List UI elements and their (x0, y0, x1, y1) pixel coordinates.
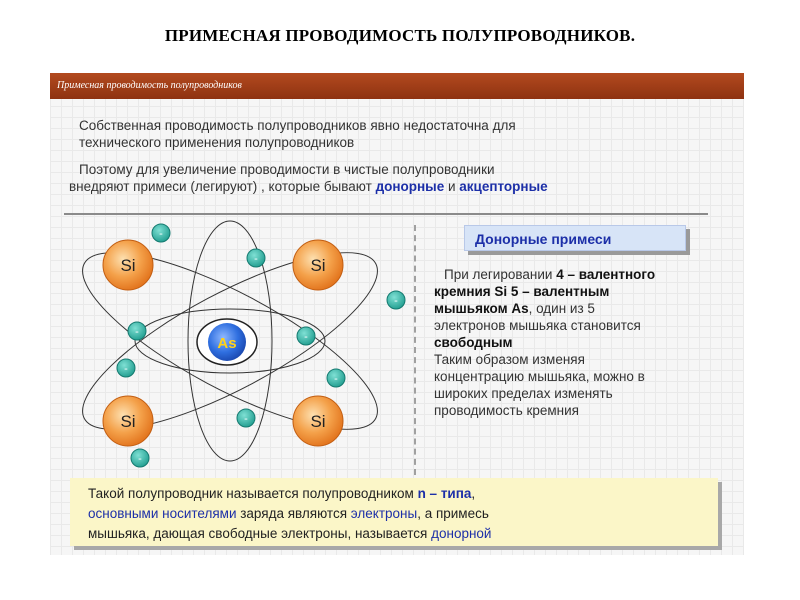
explain-line (434, 283, 714, 300)
slide-header: Примесная проводимость полупроводников (50, 73, 744, 99)
and-word: и (444, 179, 460, 194)
svg-text:-: - (138, 453, 142, 465)
as-atom (197, 319, 257, 365)
main-carriers-term: основными носителями (88, 506, 237, 521)
explain-line (434, 300, 714, 317)
explain-line: электронов мышьяка становится (434, 318, 641, 333)
explain-line (434, 334, 714, 351)
n-type-term: n – типа (417, 486, 472, 501)
electron (128, 322, 146, 340)
explain-line: Таким образом изменяя (434, 352, 585, 367)
svg-text:-: - (244, 413, 248, 425)
electron (297, 327, 315, 345)
summary-text: мышьяка, дающая свободные электроны, называется (88, 526, 432, 541)
si-atom (293, 240, 343, 290)
electron (247, 249, 265, 267)
svg-text:-: - (254, 253, 258, 265)
intro-line-1: Собственная проводимость полупроводников явно недостаточна для (79, 118, 516, 133)
donor-word: донорные (375, 179, 445, 194)
explain-bold: мышьяком As (434, 301, 529, 316)
explain-text: При легировании (444, 267, 557, 282)
si-atom (293, 396, 343, 446)
slide (50, 73, 744, 555)
electron (237, 409, 255, 427)
explain-bold: кремния Si 5 – валентным (434, 284, 610, 299)
explain-text: , один из 5 (528, 301, 595, 316)
explain-line: проводимость кремния (434, 403, 579, 418)
electron (117, 359, 135, 377)
si-label: Si (120, 256, 136, 275)
summary-text: заряда являются (236, 506, 351, 521)
svg-text:-: - (124, 363, 128, 375)
as-label: As (217, 335, 237, 352)
intro2-line-1: Поэтому для увеличение проводимости в чистые полупроводники (79, 162, 495, 177)
svg-text:-: - (135, 326, 139, 338)
svg-text:-: - (304, 331, 308, 343)
electron (152, 224, 170, 242)
summary-line (88, 504, 718, 524)
summary-text: , (471, 486, 476, 501)
intro2-line-2-text: внедряют примеси (легируют) , которые бывают (69, 179, 376, 194)
si-label: Si (310, 412, 326, 431)
electron (327, 369, 345, 387)
explain-bold: свободным (434, 335, 513, 350)
intro-line-2: технического применения полупроводников (79, 135, 355, 150)
acceptor-word: акцепторные (459, 179, 548, 194)
electron (131, 449, 149, 467)
explain-line (434, 266, 714, 283)
summary-box (70, 478, 718, 546)
explain-bold: 4 – валентного (556, 267, 656, 282)
svg-text:-: - (334, 373, 338, 385)
donor-term: донорной (431, 526, 492, 541)
svg-text:-: - (394, 295, 398, 307)
donor-impurities-box: Донорные примеси (464, 225, 686, 251)
electrons-term: электроны (350, 506, 418, 521)
si-atom (103, 396, 153, 446)
summary-text: Такой полупроводник называется полупроводником (88, 486, 418, 501)
explain-line: концентрацию мышьяка, можно в (434, 369, 645, 384)
summary-text: , а примесь (417, 506, 489, 521)
electron (387, 291, 405, 309)
page-title: ПРИМЕСНАЯ ПРОВОДИМОСТЬ ПОЛУПРОВОДНИКОВ. (164, 26, 636, 45)
si-atom (103, 240, 153, 290)
si-label: Si (120, 412, 136, 431)
explanation-text (434, 266, 714, 419)
svg-text:-: - (159, 228, 163, 240)
summary-line (88, 524, 718, 544)
si-label: Si (310, 256, 326, 275)
summary-line (88, 484, 718, 504)
explain-line: широких пределах изменять (434, 386, 613, 401)
